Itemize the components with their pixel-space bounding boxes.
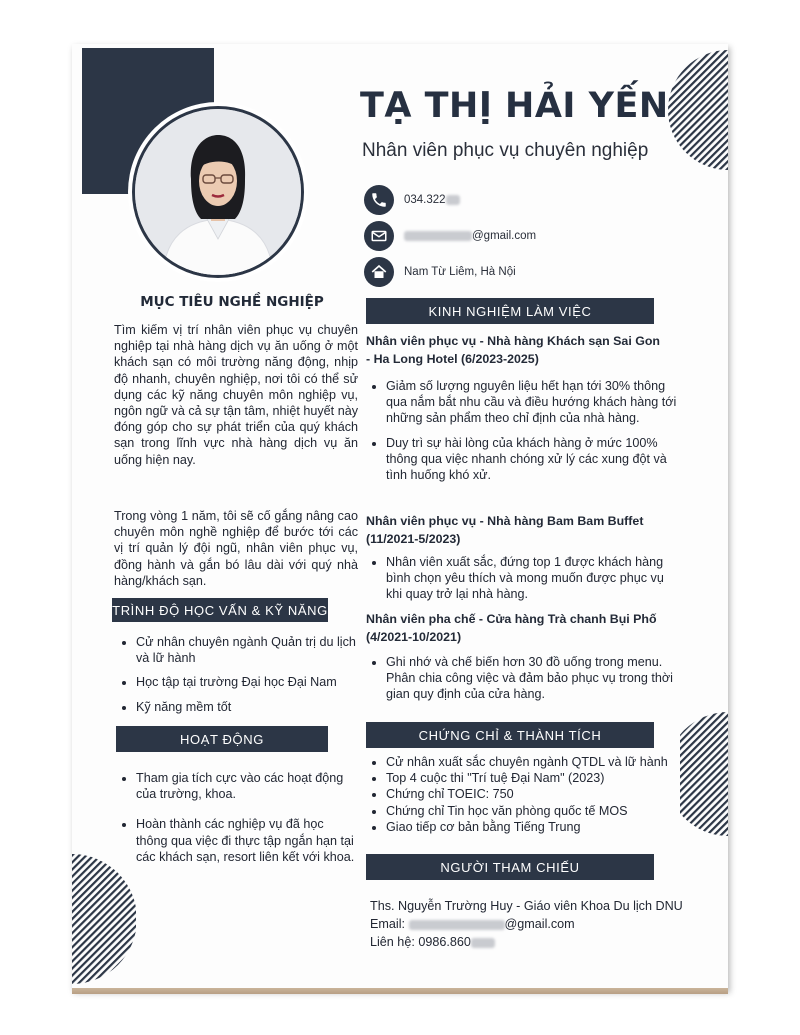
activities-item: • Tham gia tích cực vào các hoạt động của trường, khoa. bbox=[136, 770, 358, 802]
objective-heading: MỤC TIÊU NGHỀ NGHIỆP bbox=[140, 294, 324, 310]
job-bullets-3 bbox=[368, 654, 682, 711]
reference-email-line bbox=[370, 916, 700, 932]
phone-number: 034.322 bbox=[404, 194, 446, 206]
home-icon bbox=[364, 257, 394, 287]
reference-person: Ths. Nguyễn Trường Huy - Giáo viên Khoa Du lịch DNU bbox=[370, 899, 683, 913]
education-heading: TRÌNH ĐỘ HỌC VẤN & KỸ NĂNG bbox=[112, 598, 328, 622]
experience-heading: KINH NGHIỆM LÀM VIỆC bbox=[366, 298, 654, 324]
email-suffix: @gmail.com bbox=[472, 230, 537, 242]
email-text bbox=[404, 230, 536, 242]
phone-text bbox=[404, 194, 460, 206]
job-title-2: Nhân viên phục vụ - Nhà hàng Bam Bam Buffet (11/2021-5/2023) bbox=[366, 514, 644, 546]
certificate-item: • Giao tiếp cơ bản bằng Tiếng Trung bbox=[386, 819, 686, 835]
reference-email-redaction bbox=[409, 920, 505, 930]
reference-email-suffix: @gmail.com bbox=[504, 917, 575, 931]
certificate-item: • Cử nhân xuất sắc chuyên ngành QTDL và lữ hành bbox=[386, 754, 686, 770]
contact-phone-row bbox=[364, 184, 460, 216]
email-redaction bbox=[404, 231, 472, 241]
job-bullet: • Giảm số lượng nguyên liệu hết hạn tới 30% thông qua nắm bắt nhu cầu và điều hướng khách hàng tới những sản phẩm theo chỉ định của nhà hàng. bbox=[386, 378, 682, 427]
education-list bbox=[118, 634, 358, 723]
mail-icon bbox=[364, 221, 394, 251]
certificates-heading: CHỨNG CHỈ & THÀNH TÍCH bbox=[366, 722, 654, 748]
background-strip bbox=[72, 988, 728, 994]
reference-heading: NGƯỜI THAM CHIẾU bbox=[366, 854, 654, 880]
objective-paragraph-2: Trong vòng 1 năm, tôi sẽ cố gắng nâng cao chuyên môn nghề nghiệp để bước tới các vị trí quản lý đội ngũ, nhân viên phục vụ, đồng hành và gắn bó lâu dài với quý nhà hàng/khách sạn. bbox=[114, 509, 358, 588]
striped-semicircle-bottom-right bbox=[680, 712, 728, 836]
reference-email-label: Email: bbox=[370, 917, 405, 931]
education-item: • Kỹ năng mềm tốt bbox=[136, 699, 358, 715]
job-bullet: • Nhân viên xuất sắc, đứng top 1 được khách hàng bình chọn yêu thích và mong muốn được phục vụ khi quay trở lại nhà hàng. bbox=[386, 554, 682, 603]
phone-redaction bbox=[446, 195, 460, 205]
job-title-1: Nhân viên phục vụ - Nhà hàng Khách sạn Sai Gon - Ha Long Hotel (6/2023-2025) bbox=[366, 334, 660, 366]
phone-icon bbox=[364, 185, 394, 215]
certificate-item: • Chứng chỉ Tin học văn phòng quốc tế MOS bbox=[386, 803, 686, 819]
contact-email-row bbox=[364, 220, 536, 252]
reference-phone: 0986.860 bbox=[418, 935, 471, 949]
job-bullets-2 bbox=[368, 554, 682, 611]
activities-heading: HOẠT ĐỘNG bbox=[116, 726, 328, 752]
striped-semicircle-bottom-left bbox=[72, 854, 136, 984]
objective-paragraph-1: Tìm kiếm vị trí nhân viên phục vụ chuyên nghiệp tại nhà hàng dịch vụ ăn uống ở một khách sạn có môi trường năng động, nhịp độ nhanh, chuyên nghiệp, nơi tôi có thể sử dụng các kỹ năng chuyên môn nghiệp vụ, ngôn ngữ và cả sự tận tâm, nhiệt huyết này đóng góp cho sự phát triển của quý khách sạn trong lĩnh vực nhà hàng dịch vụ ăn uống hiện nay. bbox=[114, 323, 358, 467]
activities-list bbox=[118, 770, 358, 873]
education-item: • Học tập tại trường Đại học Đại Nam bbox=[136, 674, 358, 690]
activities-item: • Hoàn thành các nghiệp vụ đã học thông qua việc đi thực tập ngắn hạn tại các khách sạn, resort liên kết với khoa. bbox=[136, 816, 358, 865]
job-title-3: Nhân viên pha chế - Cửa hàng Trà chanh Bụi Phố (4/2021-10/2021) bbox=[366, 612, 657, 644]
certificate-item: • Chứng chỉ TOEIC: 750 bbox=[386, 786, 686, 802]
portrait-illustration bbox=[135, 109, 301, 275]
contact-address-row bbox=[364, 256, 516, 288]
address-text: Nam Từ Liêm, Hà Nội bbox=[404, 266, 516, 278]
reference-phone-label: Liên hệ: bbox=[370, 935, 415, 949]
job-bullets-1 bbox=[368, 378, 682, 491]
education-item: • Cử nhân chuyên ngành Quản trị du lịch và lữ hành bbox=[136, 634, 358, 666]
certificates-list bbox=[368, 754, 686, 835]
job-bullet: • Duy trì sự hài lòng của khách hàng ở mức 100% thông qua việc nhanh chóng xử lý các xung đột và tình huống khó xử. bbox=[386, 435, 682, 484]
candidate-title: Nhân viên phục vụ chuyên nghiệp bbox=[362, 140, 649, 161]
job-bullet: • Ghi nhớ và chế biến hơn 30 đồ uống trong menu. Phân chia công việc và đảm bảo phục vụ trong thời gian quy định của cửa hàng. bbox=[386, 654, 682, 703]
certificate-item: • Top 4 cuộc thi "Trí tuệ Đại Nam" (2023) bbox=[386, 770, 686, 786]
candidate-name: TẠ THỊ HẢI YẾN bbox=[360, 86, 669, 126]
profile-photo bbox=[132, 106, 304, 278]
reference-phone-line bbox=[370, 934, 700, 950]
reference-phone-redaction bbox=[471, 938, 495, 948]
cv-page bbox=[72, 44, 728, 990]
